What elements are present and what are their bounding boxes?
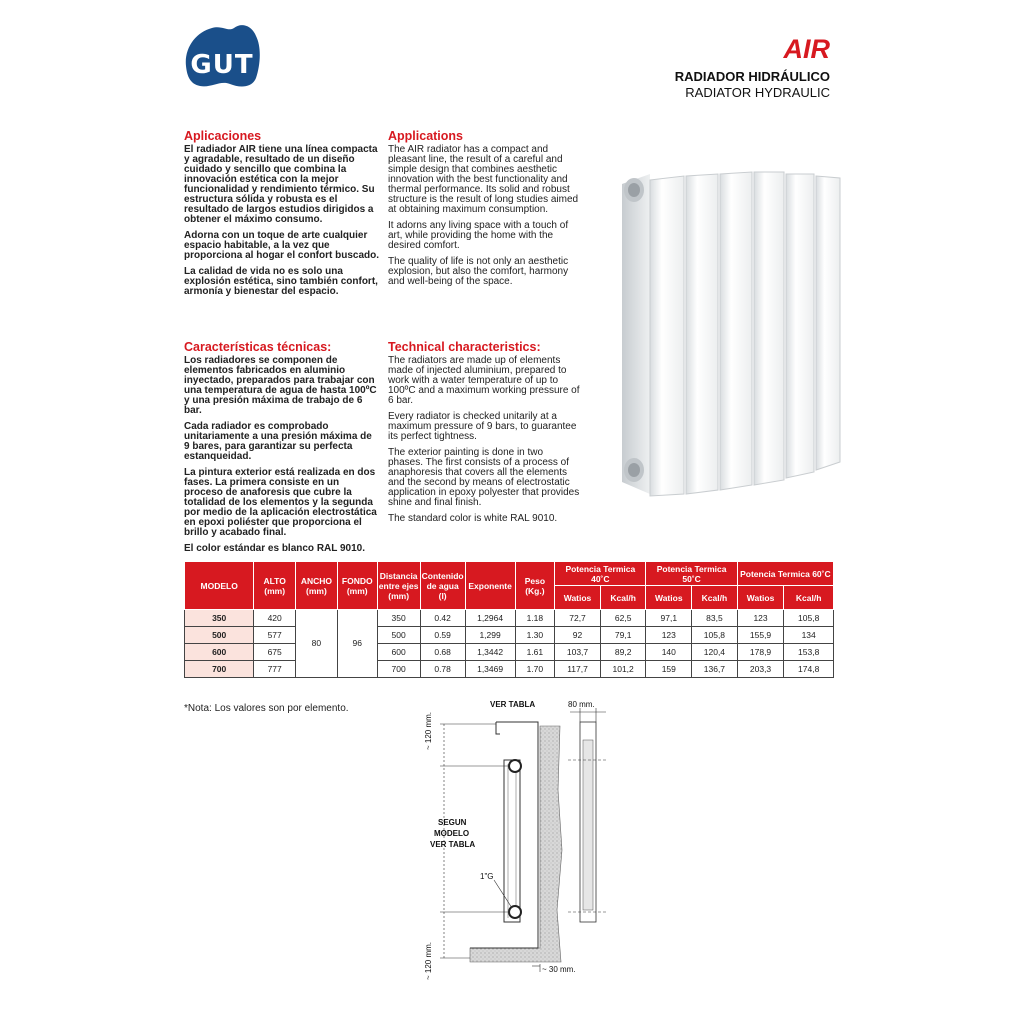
header-potencia-40: Potencia Termica 40˚C xyxy=(555,562,646,586)
header-contenido: Contenido de agua (l) xyxy=(420,562,465,610)
header-ancho: ANCHO (mm) xyxy=(295,562,337,610)
cell-w40: 72,7 xyxy=(555,610,601,627)
table-row xyxy=(185,610,834,627)
paragraph: Cada radiador es comprobado unitariamente a una presión máxima de 9 bares, para garantizar su perfecta estanqueidad. xyxy=(184,421,372,462)
cell-k60: 134 xyxy=(784,627,834,644)
cell-w50: 159 xyxy=(646,661,692,678)
cell-distancia: 500 xyxy=(377,627,420,644)
header-peso: Peso (Kg.) xyxy=(515,562,555,610)
header-fondo: FONDO (mm) xyxy=(337,562,377,610)
heading-aplicaciones: Aplicaciones xyxy=(184,129,262,143)
label-bottom-dimension: ~ 120 mm. xyxy=(424,941,433,980)
label-thread: 1"G xyxy=(480,872,494,881)
header-kcal: Kcal/h xyxy=(692,586,738,610)
header-kcal: Kcal/h xyxy=(600,586,646,610)
header-potencia-50: Potencia Termica 50˚C xyxy=(646,562,737,586)
english-technical xyxy=(388,340,580,530)
paragraph: The quality of life is not only an aesthetic explosion, but also the comfort, harmony and well-being of the space. xyxy=(388,256,569,287)
cell-fondo: 96 xyxy=(337,610,377,678)
paragraph: El color estándar es blanco RAL 9010. xyxy=(184,543,365,554)
heading-technical: Technical characteristics: xyxy=(388,340,541,354)
cell-distancia: 700 xyxy=(377,661,420,678)
label-top-dimension: ~ 120 mm. xyxy=(424,711,433,750)
paragraph: It adorns any living space with a touch of art, while providing the home with the desired comfort. xyxy=(388,220,569,251)
cell-w60: 178,9 xyxy=(737,644,784,661)
cell-exponente: 1,3442 xyxy=(465,644,515,661)
cell-k40: 62,5 xyxy=(600,610,646,627)
header-potencia-60: Potencia Termica 60˚C xyxy=(737,562,833,586)
table-header-row xyxy=(185,562,834,586)
cell-w40: 117,7 xyxy=(555,661,601,678)
cell-distancia: 600 xyxy=(377,644,420,661)
header-watios: Watios xyxy=(555,586,601,610)
table-row xyxy=(185,627,834,644)
table-row xyxy=(185,661,834,678)
label-modelo: MODELO xyxy=(434,829,470,838)
paragraph: La pintura exterior está realizada en dos fases. La primera consiste en un proceso de anaforesis que cubre la totalidad de los elementos y la segunda por medio de la aplicación electrostática en epoxi poliéster que proporciona el brillo y acabado final. xyxy=(184,467,377,538)
cell-w40: 103,7 xyxy=(555,644,601,661)
label-ver-tabla-top: VER TABLA xyxy=(490,700,536,709)
paragraph: The radiators are made up of elements made of injected aluminium, prepared to work with a water temperature of up to 100ºC and a maximum working pressure of 6 bar. xyxy=(388,355,580,406)
header-exponente: Exponente xyxy=(465,562,515,610)
gut-logo xyxy=(182,22,262,90)
cell-w50: 140 xyxy=(646,644,692,661)
cell-k40: 79,1 xyxy=(600,627,646,644)
label-width: 80 mm. xyxy=(568,700,595,709)
paragraph: El radiador AIR tiene una línea compacta y agradable, resultado de un diseño cuidado y sencillo que combina la innovación estética con la mejor funcionalidad y rendimiento térmico. Su estructura sólida y robusta es el resultado de largos estudios dirigidos a obtener el máximo consumo. xyxy=(184,144,378,225)
cell-modelo: 350 xyxy=(185,610,254,627)
heading-applications: Applications xyxy=(388,129,464,143)
cell-k50: 120,4 xyxy=(692,644,738,661)
cell-k40: 101,2 xyxy=(600,661,646,678)
cell-k40: 89,2 xyxy=(600,644,646,661)
header-alto: ALTO (mm) xyxy=(254,562,296,610)
cell-k50: 136,7 xyxy=(692,661,738,678)
cell-exponente: 1,2964 xyxy=(465,610,515,627)
label-ver-tabla: VER TABLA xyxy=(430,840,476,849)
cell-peso: 1.61 xyxy=(515,644,555,661)
table-row xyxy=(185,644,834,661)
product-name: AIR xyxy=(783,34,830,64)
cell-k50: 105,8 xyxy=(692,627,738,644)
paragraph: La calidad de vida no es solo una explosión estética, sino también confort, armonía y bienestar del espacio. xyxy=(184,266,378,297)
cell-w60: 155,9 xyxy=(737,627,784,644)
heading-caracteristicas: Características técnicas: xyxy=(184,340,332,354)
paragraph: Every radiator is checked unitarily at a maximum pressure of 9 bars, to guarantee its perfect tightness. xyxy=(388,411,577,442)
cell-peso: 1.70 xyxy=(515,661,555,678)
subtitle-en: RADIATOR HYDRAULIC xyxy=(685,85,830,100)
specifications-table xyxy=(184,561,834,678)
label-segun: SEGUN xyxy=(438,818,467,827)
english-applications xyxy=(388,129,580,293)
cell-k50: 83,5 xyxy=(692,610,738,627)
cell-ancho: 80 xyxy=(295,610,337,678)
cell-modelo: 700 xyxy=(185,661,254,678)
spanish-technical xyxy=(184,340,380,560)
label-wall-gap: ~ 30 mm. xyxy=(542,965,576,974)
paragraph: The exterior painting is done in two phases. The first consists of a process of anaphoresis that covers all the elements and the second by means of electrostatic application in epoxy polyester that provides shine and final finish. xyxy=(388,447,580,508)
cell-exponente: 1,3469 xyxy=(465,661,515,678)
cell-w50: 97,1 xyxy=(646,610,692,627)
header-modelo: MODELO xyxy=(185,562,254,610)
logo-text: GUT xyxy=(190,50,254,80)
cell-peso: 1.18 xyxy=(515,610,555,627)
table-note: *Nota: Los valores son por elemento. xyxy=(184,703,349,714)
cell-distancia: 350 xyxy=(377,610,420,627)
cell-modelo: 500 xyxy=(185,627,254,644)
paragraph: Los radiadores se componen de elementos fabricados en aluminio inyectado, preparados para trabajar con una temperatura de agua de hasta 100ºC y una presión máxima de trabajo de 6 bar. xyxy=(184,355,377,416)
cell-w60: 203,3 xyxy=(737,661,784,678)
paragraph: The standard color is white RAL 9010. xyxy=(388,513,558,524)
paragraph: Adorna con un toque de arte cualquier espacio habitable, a la vez que proporciona al hogar el confort buscado. xyxy=(184,230,380,261)
header-distancia: Distancia entre ejes (mm) xyxy=(377,562,420,610)
title-block xyxy=(675,34,830,100)
cell-w60: 123 xyxy=(737,610,784,627)
subtitle-es: RADIADOR HIDRÁULICO xyxy=(674,69,830,84)
cell-w50: 123 xyxy=(646,627,692,644)
cell-peso: 1.30 xyxy=(515,627,555,644)
cell-modelo: 600 xyxy=(185,644,254,661)
header-watios: Watios xyxy=(737,586,784,610)
paragraph: The AIR radiator has a compact and pleasant line, the result of a careful and simple design that combines aesthetic innovation with the best functionality and thermal performance. Its solid and robust structure is the result of long studies aimed at obtaining maximum consumption. xyxy=(388,144,579,215)
cell-contenido: 0.59 xyxy=(420,627,465,644)
cell-alto: 777 xyxy=(254,661,296,678)
cell-alto: 577 xyxy=(254,627,296,644)
cell-k60: 174,8 xyxy=(784,661,834,678)
cell-alto: 675 xyxy=(254,644,296,661)
cell-contenido: 0.42 xyxy=(420,610,465,627)
header-watios: Watios xyxy=(646,586,692,610)
cell-contenido: 0.78 xyxy=(420,661,465,678)
header-kcal: Kcal/h xyxy=(784,586,834,610)
spanish-applications xyxy=(184,129,380,303)
radiator-product-image xyxy=(612,160,850,500)
cell-k60: 105,8 xyxy=(784,610,834,627)
cell-alto: 420 xyxy=(254,610,296,627)
cell-exponente: 1,299 xyxy=(465,627,515,644)
cell-w40: 92 xyxy=(555,627,601,644)
cell-k60: 153,8 xyxy=(784,644,834,661)
technical-drawing xyxy=(420,700,630,982)
cell-contenido: 0.68 xyxy=(420,644,465,661)
